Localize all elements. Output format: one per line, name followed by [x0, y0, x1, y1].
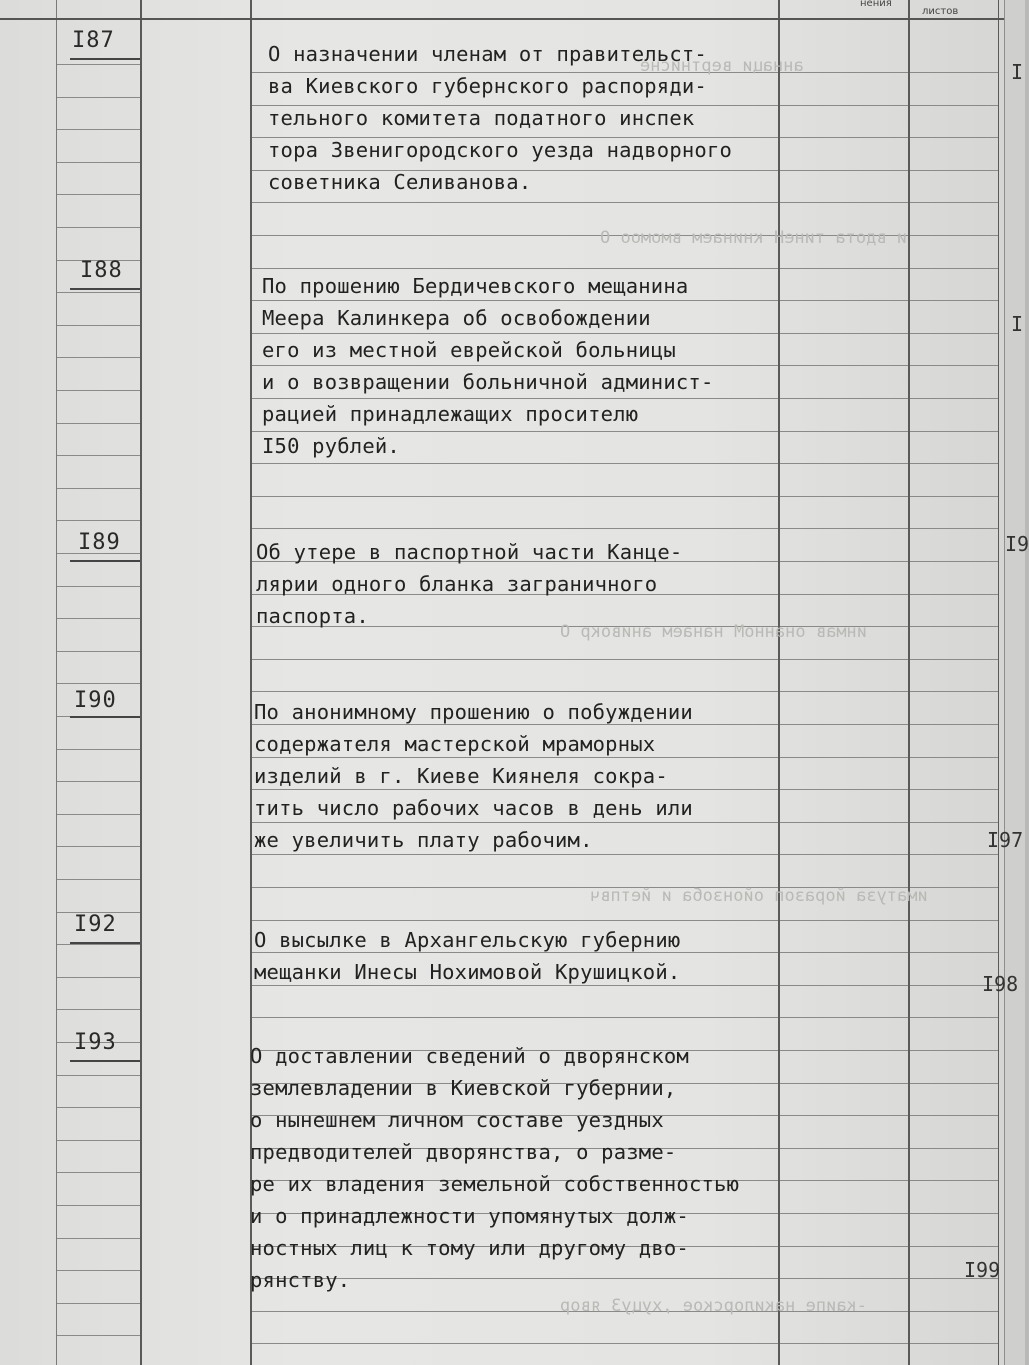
ledger-rule	[56, 1303, 140, 1304]
entry-line: I50 рублей.	[262, 434, 400, 458]
case-title	[254, 696, 814, 856]
entry-line: О доставлении сведений о дворянском	[250, 1044, 689, 1068]
ledger-rule	[56, 618, 140, 619]
entry-line: По прошению Бердичевского мещанина	[262, 274, 689, 298]
adjacent-number: I	[1011, 312, 1024, 336]
header-pages-column: листов	[922, 6, 959, 17]
ledger-rule	[56, 1238, 140, 1239]
entry-line: мещанки Инесы Нохимовой Крушицкой.	[254, 960, 681, 984]
left-margin-line	[56, 0, 57, 1365]
ledger-rule	[56, 1140, 140, 1141]
ledger-rule	[250, 691, 998, 692]
number-underline	[70, 716, 140, 718]
ledger-rule	[56, 846, 140, 847]
entry-line: лярии одного бланка заграничного	[256, 572, 658, 596]
entry-line: По анонимному прошению о побуждении	[254, 700, 693, 724]
ledger-rule	[56, 1270, 140, 1271]
entry-line: тельного комитета податного инспек	[268, 106, 695, 130]
ledger-rule	[250, 496, 998, 497]
entry-line: рянству.	[250, 1268, 351, 1292]
case-number: I88	[80, 258, 123, 283]
entry-line: рацией принадлежащих просителю	[262, 402, 639, 426]
case-title	[268, 38, 828, 198]
entry-line: и о возвращении больничной админист-	[262, 370, 714, 394]
ledger-rule	[250, 1343, 998, 1344]
entry-line: ва Киевского губернского распоряди-	[268, 74, 707, 98]
ledger-rule	[56, 1205, 140, 1206]
ledger-rule	[56, 977, 140, 978]
ledger-rule	[250, 659, 998, 660]
ledger-rule	[56, 520, 140, 521]
entry-line: О высылке в Архангельскую губернию	[254, 928, 681, 952]
ledger-rule	[56, 1009, 140, 1010]
right-edge-line	[998, 0, 999, 1365]
ledger-rule	[56, 194, 140, 195]
entry-line: О назначении членам от правительст-	[268, 42, 707, 66]
number-column-line	[140, 0, 142, 1365]
ledger-rule	[56, 1335, 140, 1336]
entry-line: паспорта.	[256, 604, 369, 628]
ledger-rule	[250, 268, 998, 269]
entry-line: землевладении в Киевской губернии,	[250, 1076, 677, 1100]
entry-line: содержателя мастерской мраморных	[254, 732, 656, 756]
entry-line: Об утере в паспортной части Канце-	[256, 540, 683, 564]
ledger-rule	[56, 390, 140, 391]
case-title	[262, 270, 822, 462]
case-number: I90	[74, 688, 117, 713]
entry-line: ре их владения земельной собственностью	[250, 1172, 740, 1196]
header-date-column: нения	[860, 0, 892, 9]
ledger-rule	[56, 651, 140, 652]
entry-line: Меера Калинкера об освобождении	[262, 306, 651, 330]
bleed-through-text: -каипе накилорское ,хуцуЗ явор	[560, 1296, 868, 1316]
number-underline	[70, 288, 140, 290]
case-number: I93	[74, 1030, 117, 1055]
pages-column-line	[908, 0, 910, 1365]
ledger-rule	[250, 528, 998, 529]
ledger-rule	[56, 357, 140, 358]
ledger-rule	[56, 162, 140, 163]
adjacent-number: I98	[982, 972, 1019, 996]
ledger-rule	[56, 1172, 140, 1173]
ledger-rule	[56, 814, 140, 815]
entry-line: предводителей дворянства, о разме-	[250, 1140, 677, 1164]
entry-line: тить число рабочих часов в день или	[254, 796, 693, 820]
ledger-rule	[56, 325, 140, 326]
ledger-rule	[56, 455, 140, 456]
bleed-through-text: иматуза йоразоп ойонзоба и йетпвч	[590, 886, 928, 906]
case-title	[256, 536, 816, 632]
case-title	[254, 924, 814, 988]
ledger-rule	[250, 463, 998, 464]
entry-line: тора Звенигородского уезда надворного	[268, 138, 733, 162]
ledger-rule	[56, 683, 140, 684]
adjacent-number: I99	[964, 1258, 1001, 1282]
bleed-through-text: и вдота тинеН книнаем вмомоо О	[600, 228, 908, 248]
entry-line: ностных лиц к тому или другому дво-	[250, 1236, 689, 1260]
ledger-rule	[56, 129, 140, 130]
adjacent-number: I9	[1005, 532, 1029, 556]
ledger-rule	[250, 1017, 998, 1018]
number-underline	[70, 1060, 140, 1062]
ledger-rule	[56, 944, 140, 945]
case-title	[250, 1040, 810, 1296]
ledger-rule	[56, 488, 140, 489]
ledger-rule	[56, 423, 140, 424]
ledger-rule	[56, 749, 140, 750]
entry-line: изделий в г. Киеве Киянеля сокра-	[254, 764, 668, 788]
bleed-through-text: аннаци вертнисне	[640, 56, 804, 76]
bleed-through-text: инмав онанноМ нанаем анивокр О	[560, 622, 868, 642]
entry-line: же увеличить плату рабочим.	[254, 828, 593, 852]
ledger-rule	[56, 1107, 140, 1108]
ledger-rule	[56, 292, 140, 293]
case-number: I87	[72, 28, 115, 53]
entry-line: его из местной еврейской больницы	[262, 338, 676, 362]
header-bottom-rule	[0, 18, 1004, 20]
ledger-rule	[56, 97, 140, 98]
ledger-rule	[56, 64, 140, 65]
ledger-rule	[56, 1075, 140, 1076]
entry-line: и о принадлежности упомянутых долж-	[250, 1204, 689, 1228]
adjacent-number: I97	[987, 828, 1024, 852]
ledger-rule	[250, 920, 998, 921]
number-underline	[70, 560, 140, 562]
adjacent-number: I	[1011, 60, 1024, 84]
case-number: I92	[74, 912, 117, 937]
number-underline	[70, 58, 140, 60]
ledger-rule	[56, 586, 140, 587]
ledger-rule	[56, 781, 140, 782]
ledger-rule	[250, 202, 998, 203]
entry-line: советника Селиванова.	[268, 170, 532, 194]
number-underline	[70, 942, 140, 944]
entry-line: о нынешнем личном составе уездных	[250, 1108, 664, 1132]
ledger-rule	[56, 879, 140, 880]
ledger-rule	[56, 227, 140, 228]
case-number: I89	[78, 530, 121, 555]
